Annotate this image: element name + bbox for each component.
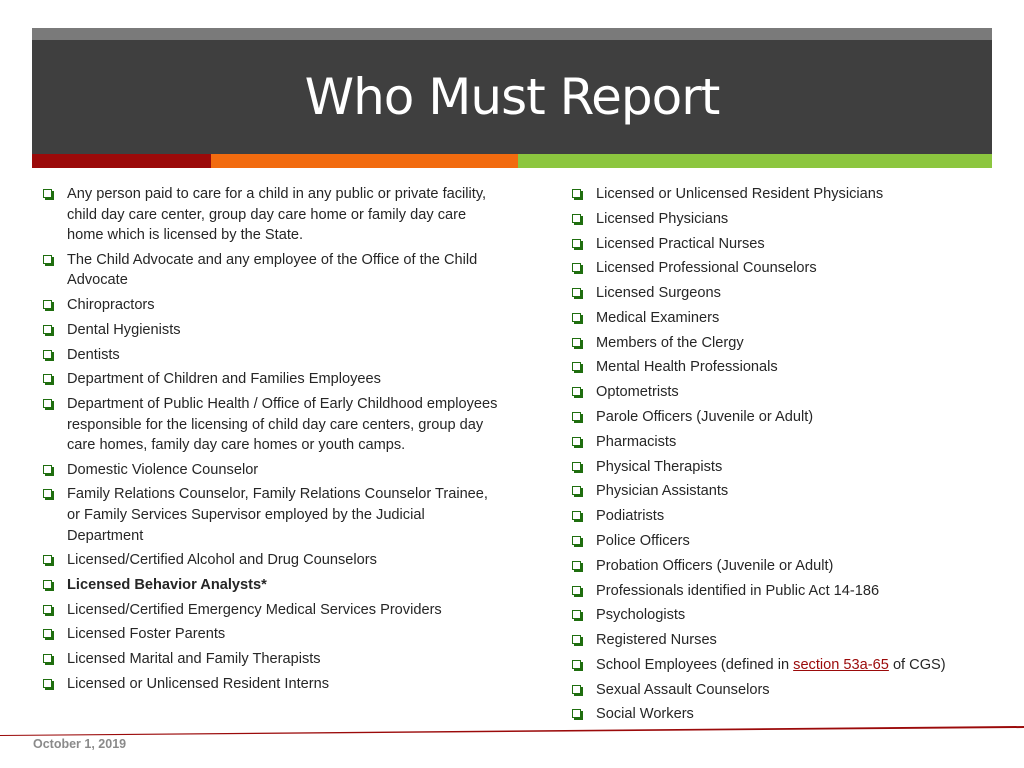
list-item-text: Licensed Surgeons [596,285,721,302]
list-item-text: Professionals identified in Public Act 14-186 [596,582,880,599]
list-item [571,556,991,577]
list-item [571,457,991,478]
list-item-text: Pharmacists [596,433,677,450]
checkbox-square-icon [572,511,581,520]
list-item [571,382,991,403]
checkbox-square-icon [43,654,52,663]
bottom-divider-line [0,726,1024,736]
list-item [42,575,502,596]
list-item-text: Any person paid to care for a child in any public or private facility, child day care center, group day care home or family day care home which is licensed by the State. [67,186,487,244]
list-item [42,320,502,341]
list-item-text: Sexual Assault Counselors [596,681,770,698]
list-item-text: Members of the Clergy [596,334,744,351]
list-item-text: Licensed Practical Nurses [596,235,765,252]
list-item-text: Licensed Behavior Analysts* [67,577,267,594]
list-item [571,258,991,279]
list-item [571,333,991,354]
title-bar [32,40,992,154]
list-item-text: Physician Assistants [596,483,729,500]
list-item-text: Department of Children and Families Employees [67,371,381,388]
footer-date: October 1, 2019 [33,737,127,751]
list-item [571,209,991,230]
list-item-text: Licensed Foster Parents [67,626,226,643]
list-item [42,394,502,456]
checkbox-square-icon [572,239,581,248]
checkbox-square-icon [43,489,52,498]
list-item [571,605,991,626]
accent-segment-red [32,154,211,168]
list-item-text: Family Relations Counselor, Family Relations Counselor Trainee, or Family Services Supervisor employed by the Judicial Department [67,486,488,544]
list-item [571,283,991,304]
checkbox-square-icon [572,288,581,297]
checkbox-square-icon [572,189,581,198]
list-item [42,460,502,481]
list-item-text: Mental Health Professionals [596,359,778,376]
list-item [42,295,502,316]
checkbox-square-icon [43,679,52,688]
list-item-text: Domestic Violence Counselor [67,461,259,478]
list-item [571,432,991,453]
list-item-text: Licensed/Certified Emergency Medical Services Providers [67,601,442,618]
list-item-text: Licensed/Certified Alcohol and Drug Counselors [67,552,377,569]
accent-bar [32,154,992,168]
list-item-text: The Child Advocate and any employee of the Office of the Child Advocate [67,251,478,289]
list-item [571,655,991,676]
list-item-text: Physical Therapists [596,458,723,475]
checkbox-square-icon [572,586,581,595]
list-item-text: Psychologists [596,607,686,624]
checkbox-square-icon [43,605,52,614]
list-item [42,484,502,546]
checkbox-square-icon [43,255,52,264]
checkbox-square-icon [43,399,52,408]
list-item [571,630,991,651]
statute-link[interactable]: section 53a-65 [793,656,889,673]
list-item [42,250,502,291]
list-item-text: Police Officers [596,532,690,549]
list-item-text-before: School Employees (defined in [596,656,794,673]
checkbox-square-icon [572,313,581,322]
checkbox-square-icon [572,486,581,495]
checkbox-square-icon [43,580,52,589]
list-item-text: Medical Examiners [596,309,720,326]
right-reporter-list [571,184,991,729]
checkbox-square-icon [43,350,52,359]
list-item [571,407,991,428]
slide-title: Who Must Report [304,68,720,126]
checkbox-square-icon [572,561,581,570]
list-item-text: Licensed or Unlicensed Resident Physicians [596,186,884,202]
checkbox-square-icon [43,465,52,474]
top-strip [32,28,992,40]
checkbox-square-icon [572,362,581,371]
list-item-text-after: of CGS) [888,656,946,673]
checkbox-square-icon [572,263,581,272]
checkbox-square-icon [43,629,52,638]
checkbox-square-icon [43,189,52,198]
checkbox-square-icon [572,685,581,694]
list-item [42,624,502,645]
list-item-text: Licensed Marital and Family Therapists [67,651,321,668]
checkbox-square-icon [572,610,581,619]
list-item-text: Department of Public Health / Office of Early Childhood employees responsible for the licensing of child day care centers, group day care homes, family day care homes or youth camps. [67,395,498,454]
checkbox-square-icon [572,709,581,718]
checkbox-square-icon [43,300,52,309]
list-item [42,345,502,366]
list-item [42,674,502,695]
list-item-text: Podiatrists [596,508,665,525]
checkbox-square-icon [572,635,581,644]
accent-segment-orange [211,154,518,168]
checkbox-square-icon [572,536,581,545]
list-item [571,581,991,602]
list-item-text: Licensed or Unlicensed Resident Interns [67,675,330,692]
checkbox-square-icon [43,555,52,564]
list-item [571,680,991,701]
list-item [42,184,502,246]
list-item-text: Social Workers [596,706,694,723]
list-item-text: Licensed Physicians [596,210,729,227]
checkbox-square-icon [572,660,581,669]
left-reporter-list [42,184,502,698]
list-item [42,550,502,571]
list-item [42,649,502,670]
checkbox-square-icon [572,338,581,347]
list-item-text: Dental Hygienists [67,321,181,338]
checkbox-square-icon [572,437,581,446]
list-item-text: Probation Officers (Juvenile or Adult) [596,557,834,574]
list-item [571,704,991,725]
list-item [42,369,502,390]
list-item-text: Parole Officers (Juvenile or Adult) [596,409,814,426]
list-item [571,184,991,205]
checkbox-square-icon [572,412,581,421]
list-item-text: Optometrists [596,384,679,401]
list-item-text: Chiropractors [67,297,155,314]
list-item [571,308,991,329]
checkbox-square-icon [43,374,52,383]
checkbox-square-icon [43,325,52,334]
list-item [571,506,991,527]
list-item-text: Licensed Professional Counselors [596,260,817,277]
list-item [571,357,991,378]
list-item-text: Dentists [67,346,120,363]
list-item [571,531,991,552]
checkbox-square-icon [572,387,581,396]
list-item-text: Registered Nurses [596,632,717,649]
list-item [571,234,991,255]
list-item [42,600,502,621]
list-item [571,481,991,502]
checkbox-square-icon [572,462,581,471]
checkbox-square-icon [572,214,581,223]
accent-segment-green [518,154,992,168]
